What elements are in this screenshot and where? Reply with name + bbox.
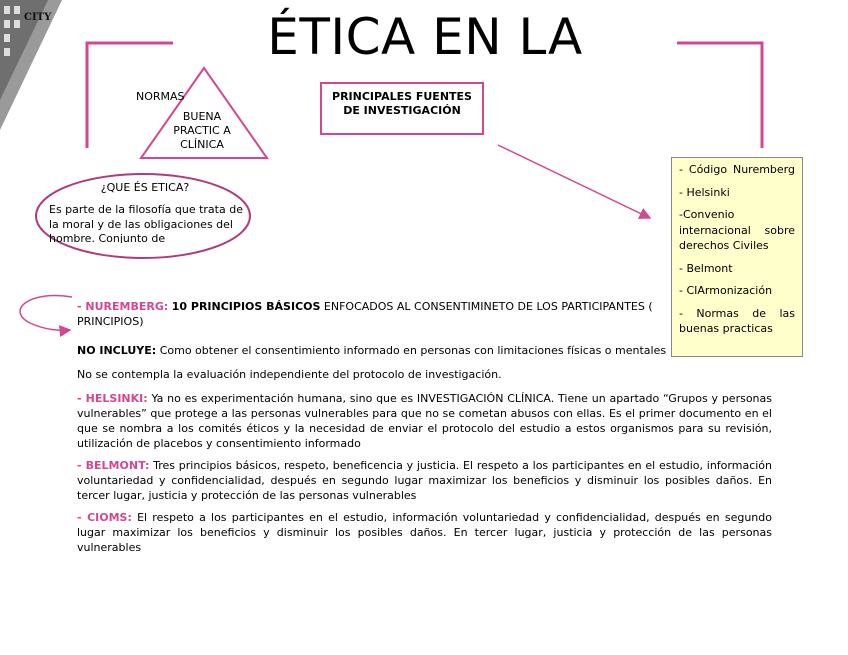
triangle-label: BUENA PRACTIC A CLÍNICA bbox=[173, 110, 231, 151]
list-item: - Helsinki bbox=[679, 185, 730, 199]
no-incluye-paragraph: NO INCLUYE: Como obtener el consentimiento informado en personas con limitaciones físicas o mentales bbox=[77, 344, 667, 357]
fuentes-box: PRINCIPALES FUENTES DE INVESTIGACIÓN bbox=[320, 82, 484, 135]
list-item: -Convenio internacional sobre derechos Civiles bbox=[679, 208, 795, 252]
nuremberg-line1: - NUREMBERG: 10 PRINCIPIOS BÁSICOS ENFOCADOS AL CONSENTIMINETO DE LOS PARTICIPANTES ( bbox=[77, 300, 653, 313]
svg-text:CITY: CITY bbox=[24, 12, 52, 23]
list-item: - CIArmonización bbox=[679, 284, 773, 297]
no-contempla-paragraph: No se contempla la evaluación independiente del protocolo de investigación. bbox=[77, 368, 502, 381]
arrow-to-list bbox=[498, 145, 650, 218]
cioms-paragraph: - CIOMS: El respeto a los participantes en el estudio, información voluntariedad y confidencialidad, después en segundo lugar maximizar los beneficios y disminuir los posibles daños. En tercer lugar, justicia y protección de las personas vulnerables bbox=[77, 511, 772, 554]
list-item: - Normas de las buenas practicas bbox=[679, 306, 795, 335]
bracket-right bbox=[677, 43, 762, 148]
normas-label: NORMAS bbox=[136, 90, 185, 103]
page-title: ÉTICA EN LA bbox=[267, 8, 583, 66]
ellipse-body: Es parte de la filosofía que trata de la moral y de las obligaciones del hombre. Conjunto de bbox=[49, 203, 243, 243]
content-body bbox=[77, 299, 772, 562]
curved-arrow bbox=[20, 296, 72, 331]
belmont-paragraph: - BELMONT: Tres principios básicos, respeto, beneficencia y justicia. El respeto a los participantes en el estudio, información voluntariedad y confidencialidad, después en segundo lugar maximizar los beneficios y disminuir los posibles daños. En tercer lugar, justicia y protección de las personas vulnerables bbox=[77, 459, 773, 502]
list-item: - Belmont bbox=[679, 261, 733, 275]
nuremberg-line2: PRINCIPIOS) bbox=[77, 315, 144, 328]
ellipse-title: ¿QUE ÉS ETICA? bbox=[100, 181, 190, 194]
list-item: - Código Nuremberg bbox=[679, 163, 795, 176]
city-corner-image bbox=[0, 0, 62, 130]
nuremberg-paragraph bbox=[77, 299, 772, 329]
helsinki-paragraph: - HELSINKI: Ya no es experimentación humana, sino que es INVESTIGACIÓN CLÍNICA. Tiene un apartado “Grupos y personas vulnerables” que protege a las personas vulnerables para que no se cometan abusos con ellas. Es el primer documento en el que se nombra a los comités éticos y la necesidad de enviar el protocolo del estudio a estos organismos para su revisión, utilización de placebos y consentimiento informado bbox=[77, 392, 772, 450]
